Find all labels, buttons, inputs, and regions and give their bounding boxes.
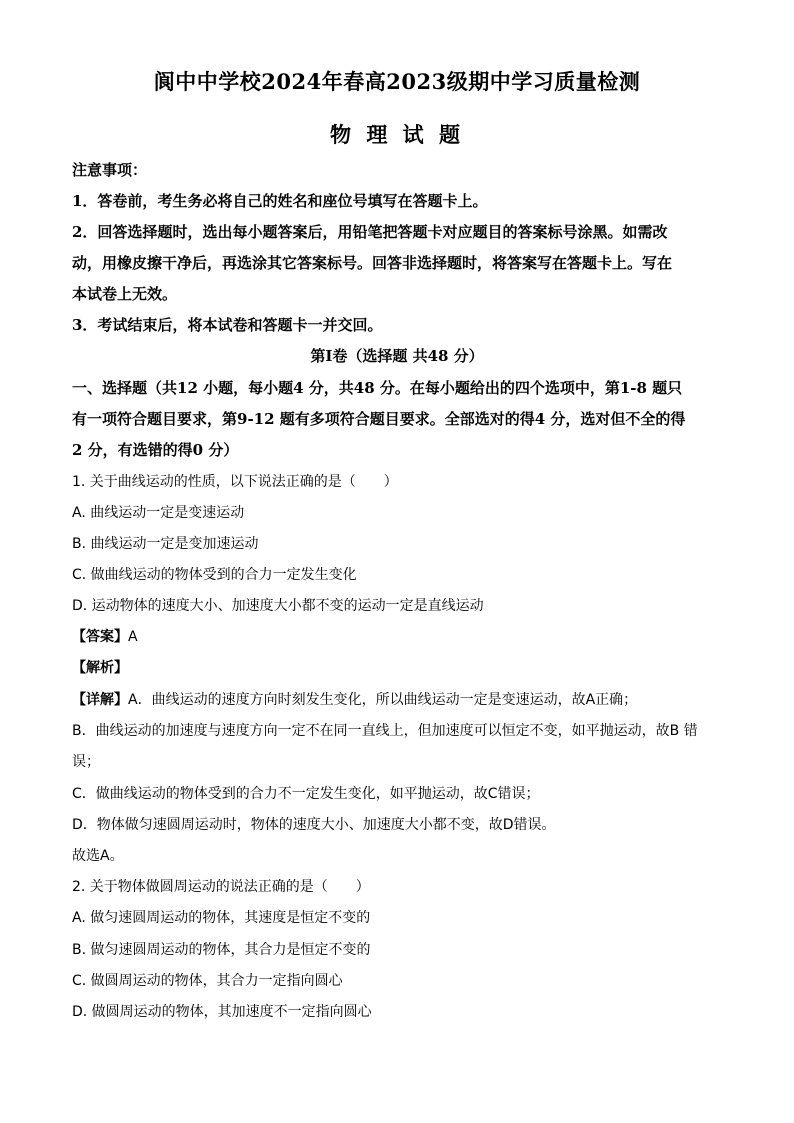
subject-title: 物 理 试 题: [330, 122, 464, 147]
question-1-detail-d: D．物体做匀速圆周运动时，物体的速度大小、加速度大小都不变，故D错误。: [72, 817, 556, 833]
note-item-2-line-1: 2．回答选择题时，选出每小题答案后，用铅笔把答题卡对应题目的答案标号涂黑。如需改: [72, 223, 668, 241]
section-instructions-line-1: 一、选择题（共12 小题，每小题4 分，共48 分。在每小题给出的四个选项中，第1-8 题只: [72, 379, 683, 397]
question-2-option-a: A. 做匀速圆周运动的物体，其速度是恒定不变的: [72, 910, 371, 926]
question-1-option-b: B. 曲线运动一定是变加速运动: [72, 536, 259, 552]
exam-title: 阆中中学校2024年春高2023级期中学习质量检测: [153, 69, 641, 94]
note-item-2-line-3: 本试卷上无效。: [72, 285, 178, 303]
detail-label: 【详解】: [72, 692, 128, 708]
question-1-option-a: A. 曲线运动一定是变速运动: [72, 505, 245, 521]
question-1-detail-b-line-1: B．曲线运动的加速度与速度方向一定不在同一直线上，但加速度可以恒定不变，如平抛运动，故B 错: [72, 723, 698, 739]
answer-value: A: [128, 629, 138, 645]
notes-heading: 注意事项：: [72, 161, 148, 179]
section-instructions-line-3: 2 分，有选错的得0 分）: [72, 441, 239, 459]
question-2-stem: 2. 关于物体做圆周运动的说法正确的是（ ）: [72, 879, 370, 895]
question-1-stem: 1. 关于曲线运动的性质，以下说法正确的是（ ）: [72, 474, 398, 490]
note-item-1: 1．答卷前，考生务必将自己的姓名和座位号填写在答题卡上。: [72, 192, 488, 210]
question-1-option-c: C. 做曲线运动的物体受到的合力一定发生变化: [72, 567, 357, 583]
question-2-option-c: C. 做圆周运动的物体，其合力一定指向圆心: [72, 973, 343, 989]
volume-title: 第Ⅰ卷（选择题 共48 分）: [310, 347, 484, 365]
question-1-conclusion: 故选A。: [72, 848, 124, 864]
section-instructions-line-2: 有一项符合题目要求，第9-12 题有多项符合题目要求。全部选对的得4 分，选对但不全的得: [72, 410, 686, 428]
question-1-detail-b-line-2: 误；: [72, 754, 100, 770]
note-item-3: 3．考试结束后，将本试卷和答题卡一并交回。: [72, 316, 383, 334]
answer-label: 【答案】: [72, 629, 128, 645]
question-1-answer: [72, 627, 732, 647]
question-1-option-d: D. 运动物体的速度大小、加速度大小都不变的运动一定是直线运动: [72, 598, 484, 614]
question-1-detail-c: C．做曲线运动的物体受到的合力不一定发生变化，如平抛运动，故C错误；: [72, 786, 540, 802]
note-item-2-line-2: 动，用橡皮擦干净后，再选涂其它答案标号。回答非选择题时，将答案写在答题卡上。写在: [72, 254, 673, 272]
question-2-option-b: B. 做匀速圆周运动的物体，其合力是恒定不变的: [72, 942, 371, 958]
question-1-detail-a: [72, 690, 732, 710]
analysis-label: 【解析】: [72, 660, 128, 676]
detail-a-text: A．曲线运动的速度方向时刻发生变化，所以曲线运动一定是变速运动，故A正确；: [128, 692, 638, 708]
question-2-option-d: D. 做圆周运动的物体，其加速度不一定指向圆心: [72, 1004, 372, 1020]
